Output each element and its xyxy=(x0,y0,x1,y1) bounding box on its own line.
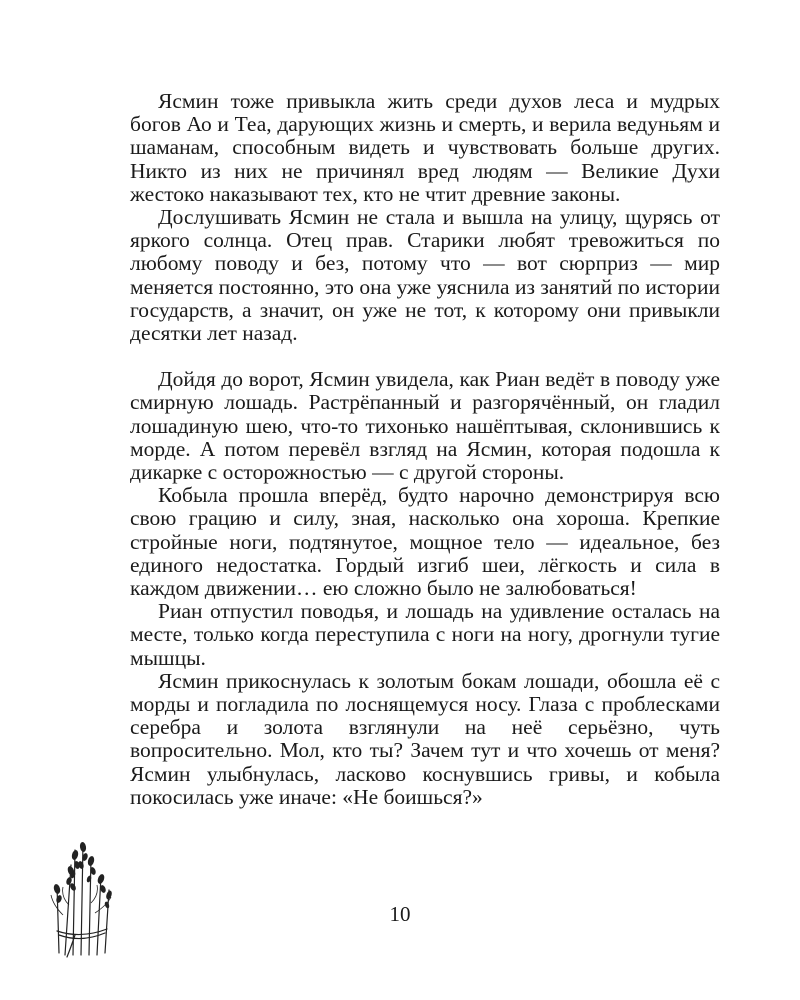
paragraph-3: Дойдя до ворот, Ясмин увидела, как Риан ведёт в поводу уже смирную лошадь. Растрёпанный и разгорячённый, он гладил лошадиную шею, что-то тихонько нашёптывая, склонившись к морде. А потом перевёл взгляд на Ясмин, которая подошла к дикарке с осторожностью — с другой стороны. xyxy=(130,367,720,485)
paragraph-5: Риан отпустил поводья, и лошадь на удивление осталась на месте, только когда переступила с ноги на ногу, дрогнули тугие мышцы. xyxy=(130,599,720,670)
lavender-bouquet-icon xyxy=(45,835,115,960)
page-text xyxy=(130,90,720,809)
paragraph-1: Ясмин тоже привыкла жить среди духов леса и мудрых богов Ао и Теа, дарующих жизнь и смерть, и верила ведуньям и шаманам, способным видеть и чувствовать больше других. Никто из них не причинял вред людям — Великие Духи жестоко наказывают тех, кто не чтит древние законы. xyxy=(130,89,720,206)
paragraph-4: Кобыла прошла вперёд, будто нарочно демонстрируя всю свою грацию и силу, зная, насколько она хороша. Крепкие стройные ноги, подтянутое, мощное тело — идеальное, без единого недостатка. Гордый изгиб шеи, лёгкость и сила в каждом движении… ею сложно было не залюбоваться! xyxy=(130,483,720,601)
page-number: 10 xyxy=(389,902,411,926)
section-break xyxy=(130,345,720,368)
paragraph-6: Ясмин прикоснулась к золотым бокам лошади, обошла её с морды и погладила по лоснящемуся носу. Глаза с проблесками серебра и золота взглянули на неё серьёзно, чуть вопросительно. Мол, кто ты? Зачем тут и что хочешь от меня? Ясмин улыбнулась, ласково коснувшись гривы, и кобыла покосилась уже иначе: «Не боишься?» xyxy=(130,668,720,809)
paragraph-2: Дослушивать Ясмин не стала и вышла на улицу, щурясь от яркого солнца. Отец прав. Старики любят тревожиться по любому поводу и без, потому что — вот сюрприз — мир меняется постоянно, это она уже уяснила из занятий по истории государств, а значит, он уже не тот, к которому они привыкли десятки лет назад. xyxy=(130,205,720,346)
